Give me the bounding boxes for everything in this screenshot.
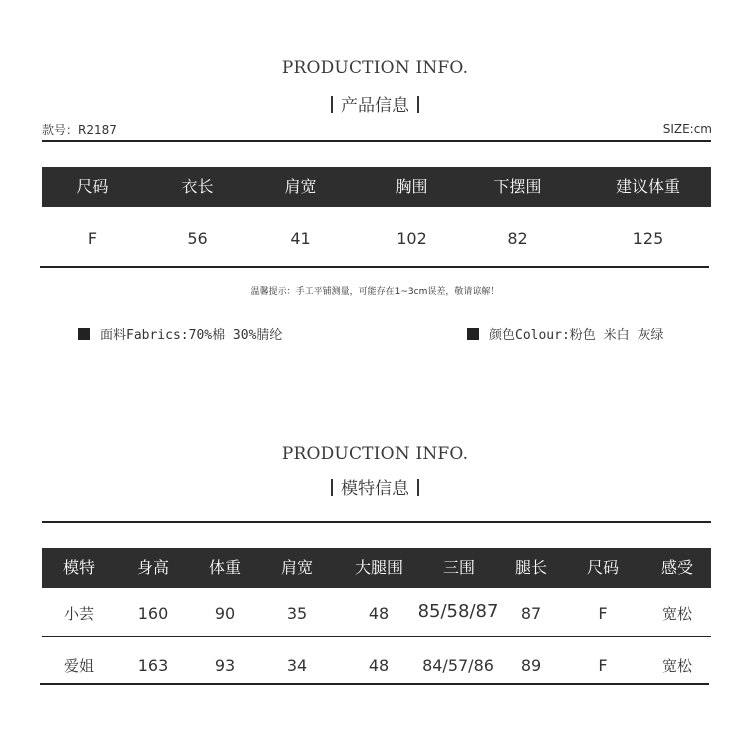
model-cell-leg: 89: [520, 656, 542, 675]
fabric-square-icon: [78, 328, 90, 340]
product-cell-chest: 102: [396, 229, 427, 248]
size-unit: SIZE:cm: [662, 122, 712, 136]
product-cell-length: 56: [187, 229, 208, 248]
model-cell-size: F: [598, 604, 608, 623]
model-cell-feel: 宽松: [661, 657, 692, 675]
colour-square-icon: [467, 328, 479, 340]
model-cell-name: 爱姐: [63, 657, 94, 675]
product-col-shoulder: 肩宽: [284, 177, 317, 196]
colour-text: 颜色Colour:粉色 米白 灰绿: [489, 328, 664, 343]
section2-title-en: PRODUCTION INFO.: [281, 444, 469, 464]
model-cell-shoulder: 35: [286, 604, 308, 623]
title-bar-left: [331, 479, 333, 496]
model-cell-leg: 87: [520, 604, 542, 623]
colour-info: [467, 324, 663, 343]
product-cell-weight: 125: [632, 229, 664, 248]
model-cell-height: 160: [137, 604, 169, 623]
product-col-chest: 胸围: [395, 177, 428, 196]
product-cell-shoulder: 41: [290, 229, 311, 248]
model-cell-measurements: 84/57/86: [422, 656, 494, 675]
section1-title-en: PRODUCTION INFO.: [281, 58, 469, 78]
title-bar-right: [417, 479, 419, 496]
style-number: 款号：R2187: [42, 123, 117, 137]
model-col-shoulder: 肩宽: [280, 558, 313, 577]
model-cell-name: 小芸: [63, 605, 94, 623]
product-cell-size: F: [87, 229, 98, 248]
fabric-info: [78, 324, 282, 343]
measure-note: 温馨提示：手工平铺测量，可能存在1~3cm误差，敬请谅解！: [250, 287, 500, 297]
model-col-name: 模特: [62, 558, 95, 577]
product-cell-hem: 82: [507, 229, 528, 248]
model-cell-thigh: 48: [368, 656, 390, 675]
title-bar-left: [331, 96, 333, 113]
model-table-header: [42, 548, 711, 588]
product-col-size: 尺码: [76, 177, 109, 196]
section1-title-cn-text: 产品信息: [341, 96, 409, 116]
title-bar-right: [417, 96, 419, 113]
divider-model-row: [42, 636, 711, 637]
model-cell-weight: 93: [214, 656, 236, 675]
product-table-header: [42, 167, 711, 207]
model-cell-weight: 90: [214, 604, 236, 623]
model-col-feel: 感受: [660, 558, 693, 577]
model-cell-feel: 宽松: [661, 605, 692, 623]
model-cell-shoulder: 34: [286, 656, 308, 675]
fabric-text: 面料Fabrics:70%棉 30%腈纶: [100, 328, 283, 343]
model-cell-measurements: 85/58/87: [417, 601, 499, 622]
divider-model-top: [42, 521, 711, 523]
divider-top: [42, 140, 711, 142]
model-col-leg: 腿长: [514, 558, 547, 577]
model-cell-height: 163: [137, 656, 169, 675]
model-col-thigh: 大腿围: [354, 558, 403, 577]
section1-title-cn: [0, 91, 750, 116]
model-col-weight: 体重: [208, 558, 241, 577]
model-col-size: 尺码: [586, 558, 619, 577]
product-col-length: 衣长: [181, 177, 214, 196]
model-col-measurements: 三围: [442, 558, 475, 577]
product-col-hem: 下摆围: [493, 177, 542, 196]
model-cell-thigh: 48: [368, 604, 390, 623]
model-col-height: 身高: [136, 558, 169, 577]
section2-title-cn-text: 模特信息: [341, 479, 409, 499]
divider-row: [40, 266, 709, 268]
product-col-weight: 建议体重: [615, 177, 680, 196]
section2-title-cn: [0, 474, 750, 499]
model-cell-size: F: [598, 656, 608, 675]
divider-model-bottom: [40, 683, 709, 685]
